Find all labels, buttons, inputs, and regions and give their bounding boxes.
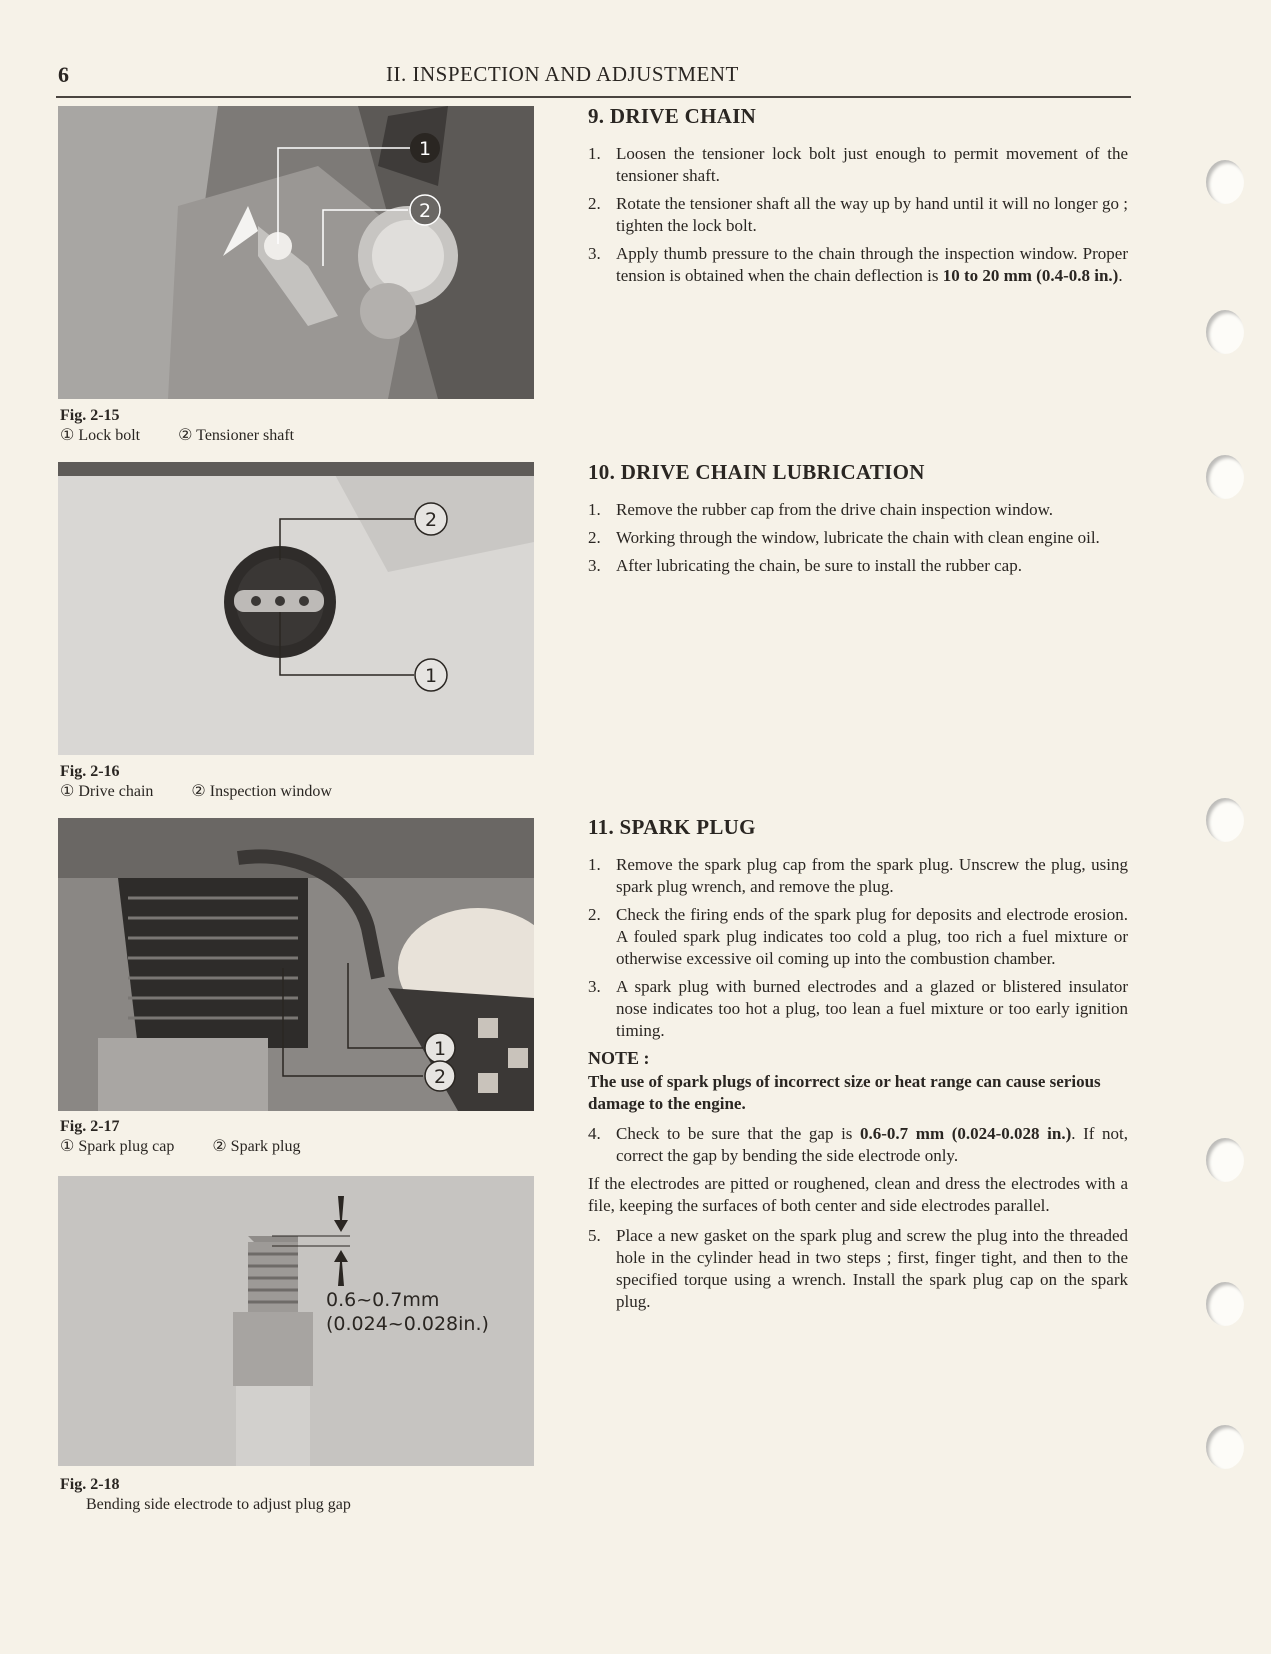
step-text: A spark plug with burned electrodes and a glazed or blistered insulator nose indicates too hot a plug, too lean a fuel mixture or too early ignition timing. — [616, 977, 1128, 1040]
step-text — [616, 243, 1128, 287]
figure-label: Fig. 2-18 — [60, 1476, 120, 1493]
section-heading: 10. DRIVE CHAIN LUBRICATION — [588, 460, 925, 484]
step-number: 1. — [588, 144, 601, 163]
header-rule — [56, 96, 1131, 98]
step-text: Place a new gasket on the spark plug and screw the plug into the threaded hole in the cylinder head in two steps ; first, finger tight, and then to the specified torque using a wrench. Install the spark plug cap on the spark plug. — [616, 1226, 1128, 1311]
step — [588, 1123, 1128, 1167]
step — [588, 1225, 1128, 1313]
punch-hole — [1206, 1425, 1244, 1469]
step-number: 5. — [588, 1226, 601, 1245]
legend-item-spark-plug-cap: ① Spark plug cap — [60, 1138, 175, 1155]
step — [588, 143, 1128, 187]
step-text: Loosen the tensioner lock bolt just enough to permit movement of the tensioner shaft. — [616, 144, 1128, 185]
step-text: Check the firing ends of the spark plug for deposits and electrode erosion. A fouled spark plug indicates too cold a plug, too rich a fuel mixture or otherwise excessive oil coming up into the combustion chamber. — [616, 905, 1128, 968]
page-number: 6 — [58, 62, 69, 87]
note-label: NOTE : — [588, 1048, 650, 1068]
callout-2: 2 — [418, 200, 432, 222]
legend-item-spark-plug: ② Spark plug — [212, 1138, 301, 1155]
punch-hole — [1206, 455, 1244, 499]
callout-1: 1 — [418, 138, 432, 160]
step-text: Remove the rubber cap from the drive chain inspection window. — [616, 500, 1053, 519]
legend-item-inspection-window: ② Inspection window — [191, 783, 332, 800]
legend-item-tensioner-shaft: ② Tensioner shaft — [178, 427, 295, 444]
step-text: Working through the window, lubricate the chain with clean engine oil. — [616, 528, 1100, 547]
figure-2-18-caption — [60, 1475, 351, 1515]
punch-hole — [1206, 798, 1244, 842]
step-number: 1. — [588, 500, 601, 519]
step-text-part: . If not, correct the gap by bending the side electrode only. — [616, 1124, 1128, 1165]
figure-label: Fig. 2-17 — [60, 1118, 120, 1135]
figure-2-18-photo — [58, 1176, 534, 1466]
section-chain-lubrication — [588, 460, 1128, 583]
callout-2: 2 — [433, 1066, 447, 1088]
step-number: 3. — [588, 977, 601, 996]
step-text-part: . — [1118, 266, 1123, 285]
step — [588, 499, 1128, 521]
step-text: After lubricating the chain, be sure to install the rubber cap. — [616, 556, 1022, 575]
chain-deflection-spec: 10 to 20 mm (0.4-0.8 in.) — [942, 266, 1119, 285]
step-number: 2. — [588, 194, 601, 213]
step-text-part: Check to be sure that the gap is — [616, 1124, 861, 1143]
section-spark-plug — [588, 815, 1128, 1319]
legend-item-lock-bolt: ① Lock bolt — [60, 427, 141, 444]
figure-2-15-caption — [60, 406, 328, 446]
figure-label: Fig. 2-16 — [60, 763, 120, 780]
figure-2-17-photo — [58, 818, 534, 1111]
section-drive-chain — [588, 104, 1128, 293]
step-number: 4. — [588, 1124, 601, 1143]
step-number: 3. — [588, 556, 601, 575]
step-text: Rotate the tensioner shaft all the way up by hand until it will no longer go ; tighten the lock bolt. — [616, 194, 1128, 235]
step-number: 2. — [588, 528, 601, 547]
step-number: 1. — [588, 855, 601, 874]
figure-2-15-photo — [58, 106, 534, 399]
running-header: II. INSPECTION AND ADJUSTMENT — [386, 62, 739, 86]
step — [588, 555, 1128, 577]
callout-1: 1 — [433, 1038, 447, 1060]
step — [588, 904, 1128, 970]
step-number: 2. — [588, 905, 601, 924]
callout-2: 2 — [424, 509, 438, 531]
step-number: 3. — [588, 244, 601, 263]
punch-hole — [1206, 1138, 1244, 1182]
gap-spec-in: (0.024~0.028in.) — [326, 1313, 489, 1335]
figure-2-16-caption — [60, 762, 366, 802]
gap-spec-mm: 0.6~0.7mm — [326, 1289, 440, 1311]
step — [588, 527, 1128, 549]
step-text — [616, 1123, 1128, 1167]
section-heading: 9. DRIVE CHAIN — [588, 104, 757, 128]
step — [588, 193, 1128, 237]
figure-2-17-caption — [60, 1117, 334, 1157]
step — [588, 976, 1128, 1042]
step — [588, 243, 1128, 287]
paragraph: If the electrodes are pitted or roughened, clean and dress the electrodes with a file, keeping the surfaces of both center and side electrodes parallel. — [588, 1174, 1128, 1215]
step-text: Remove the spark plug cap from the spark plug. Unscrew the plug, using spark plug wrench, and remove the plug. — [616, 855, 1128, 896]
plug-gap-spec: 0.6-0.7 mm (0.024-0.028 in.) — [860, 1124, 1072, 1143]
step-text-part: Apply thumb pressure to the chain through the inspection window. Proper tension is obtained when the chain deflection is — [616, 244, 1128, 285]
section-heading: 11. SPARK PLUG — [588, 815, 756, 839]
punch-hole — [1206, 310, 1244, 354]
callout-1: 1 — [424, 665, 438, 687]
legend-item-drive-chain: ① Drive chain — [60, 783, 154, 800]
punch-hole — [1206, 1282, 1244, 1326]
note-text: The use of spark plugs of incorrect size or heat range can cause serious damage to the engine. — [588, 1072, 1101, 1113]
punch-hole — [1206, 160, 1244, 204]
figure-2-16-photo — [58, 462, 534, 755]
figure-description: Bending side electrode to adjust plug gap — [86, 1496, 351, 1513]
figure-label: Fig. 2-15 — [60, 407, 120, 424]
step — [588, 854, 1128, 898]
